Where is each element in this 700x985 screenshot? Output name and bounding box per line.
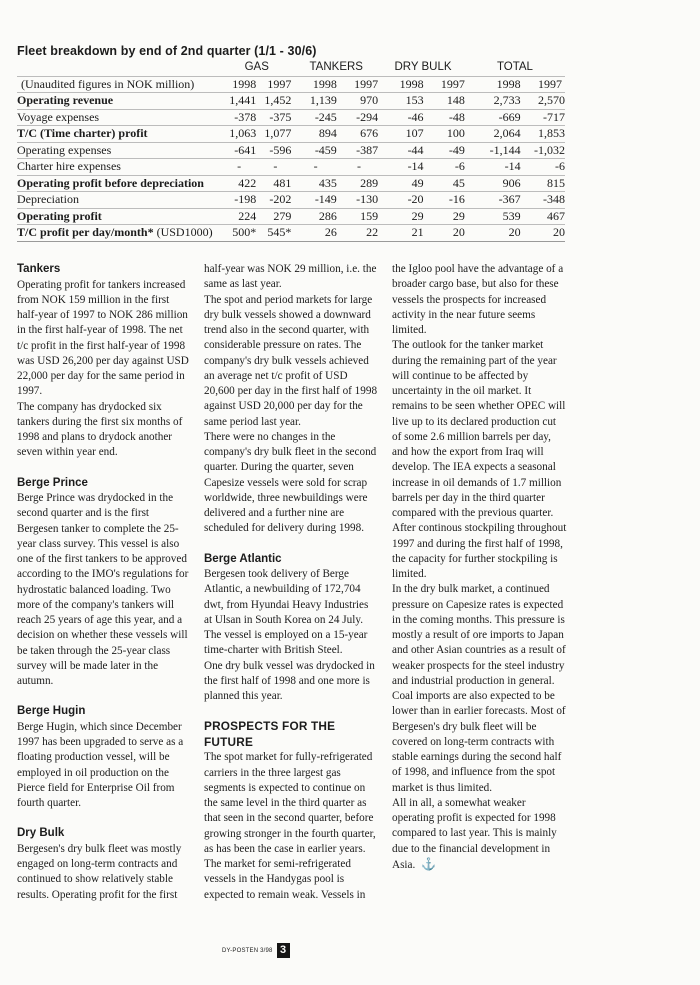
row-label-text: Depreciation xyxy=(17,192,79,206)
table-cell: 894 xyxy=(294,126,339,143)
row-label-text: T/C (Time charter) profit xyxy=(17,126,148,140)
table-cell: -202 xyxy=(259,192,294,209)
table-cell: 815 xyxy=(524,175,565,192)
row-label xyxy=(17,159,222,176)
year-header: 1998 xyxy=(468,76,524,93)
table-cell: 1,853 xyxy=(524,126,565,143)
year-header: 1997 xyxy=(427,76,468,93)
table-cell: -6 xyxy=(524,159,565,176)
table-group-header xyxy=(17,60,565,76)
table-cell: 100 xyxy=(427,126,468,143)
row-label xyxy=(17,93,222,110)
row-label xyxy=(17,208,222,225)
paragraph-text: In the dry bulk market, a continued pressure on Capesize rates is expected in the coming months. This pressure is mostly a result of ore imports to Japan and other Asian countries as a result of weaker prospects for the steel industry and industrial production in general. Coal imports are also expected to be lower than in earlier forecasts. Most of Bergesen's dry bulk fleet will be covered on long-term contracts with stable earnings during the second half of 1998, and influence from the spot market is thus limited. xyxy=(392,583,566,794)
fleet-breakdown-table xyxy=(17,60,565,242)
table-cell: -6 xyxy=(427,159,468,176)
table-cell: 20 xyxy=(468,225,524,242)
paragraph xyxy=(17,278,189,400)
table-years-row xyxy=(17,76,565,93)
year-header: 1998 xyxy=(222,76,259,93)
table-cell: 159 xyxy=(340,208,381,225)
table-row xyxy=(17,93,565,110)
table-cell: 21 xyxy=(381,225,426,242)
paragraph xyxy=(204,567,378,659)
paragraph-text: Operating profit for tankers increased from NOK 159 million in the first half-year of 1997 to NOK 286 million in the first half-year of 1998. The net t/c profit in the first half-year of 1998 was USD 26,200 per day against USD 22,000 per day for the same period in 1997. xyxy=(17,278,189,398)
table-cell: -198 xyxy=(222,192,259,209)
row-label xyxy=(17,109,222,126)
table-cell: -46 xyxy=(381,109,426,126)
paragraph-text: the Igloo pool have the advantage of a broader cargo base, but also for these vessels the prospects for increased activity in the near future seems limited. xyxy=(392,263,564,336)
text-column-1 xyxy=(17,262,189,903)
table-cell: 45 xyxy=(427,175,468,192)
table-cell: -294 xyxy=(340,109,381,126)
table-cell: 26 xyxy=(294,225,339,242)
table-row xyxy=(17,192,565,209)
table-cell: -49 xyxy=(427,142,468,159)
table-row xyxy=(17,225,565,242)
table-cell: -387 xyxy=(340,142,381,159)
group-header: GAS xyxy=(244,61,269,73)
table-cell: 107 xyxy=(381,126,426,143)
table-cell: -130 xyxy=(340,192,381,209)
spacer xyxy=(17,461,189,476)
section-heading: Berge Hugin xyxy=(17,705,86,718)
table-cell: 148 xyxy=(427,93,468,110)
group-header: DRY BULK xyxy=(394,61,452,73)
paragraph-text: There were no changes in the company's dry bulk fleet in the second quarter. During the quarter, seven Capesize vessels were sold for scrap worldwide, three newbuildings were delivered and a further nine are scheduled for delivery during 1998. xyxy=(204,430,377,535)
paragraph-text: Berge Hugin, which since December 1997 has been upgraded to serve as a floating production vessel, will be employed in oil production on the Pierce field for Enterprise Oil from fourth quarter. xyxy=(17,720,184,809)
row-label xyxy=(17,225,222,242)
paragraph-text: The outlook for the tanker market during the remaining part of the year will continue to be affected by uncertainty in the oil market. It remains to be seen whether OPEC will live up to its declared production cut of some 2.6 million barrels per day, and how the export from Iraq will develop. The IEA expects a seasonal increase in oil demands of 1.7 million barrels per day in the third quarter compared with the previous quarter. After continous stockpiling throughout 1997 and during the first half of 1998, the capacity for further stockpiling is limited. xyxy=(392,339,567,580)
table-cell: 20 xyxy=(524,225,565,242)
table-cell: 22 xyxy=(340,225,381,242)
table-cell: 906 xyxy=(468,175,524,192)
table-cell: 467 xyxy=(524,208,565,225)
table-cell: 2,570 xyxy=(524,93,565,110)
anchor-icon: ⚓ xyxy=(421,856,437,871)
row-label-text: Operating expenses xyxy=(17,142,112,157)
row-label xyxy=(17,192,222,209)
paragraph-text: The market for semi-refrigerated vessels in the Handygas pool is expected to remain weak. Vessels in xyxy=(204,858,366,901)
page-number: 3 xyxy=(277,943,290,958)
table-cell: -16 xyxy=(427,192,468,209)
table-cell: 422 xyxy=(222,175,259,192)
text-column-3 xyxy=(392,262,567,873)
paragraph-text: The company has drydocked six tankers during the first six months of 1998 and plans to drydock another seven within year end. xyxy=(17,400,183,459)
table-cell: 500* xyxy=(222,225,259,242)
table-cell: 153 xyxy=(381,93,426,110)
row-label-text: Operating profit before depreciation xyxy=(17,175,204,190)
table-cell: 49 xyxy=(381,175,426,192)
table-cell: -149 xyxy=(294,192,339,209)
table-title: Fleet breakdown by end of 2nd quarter (1/1 - 30/6) xyxy=(17,44,317,58)
table-cell: - xyxy=(259,159,294,176)
row-label xyxy=(17,142,222,159)
table-cell: -596 xyxy=(259,142,294,159)
paragraph-text: All in all, a somewhat weaker operating profit is expected for 1998 compared to last year. This is mainly due to the financial development in Asia. xyxy=(392,796,557,871)
paragraph xyxy=(204,750,378,857)
spacer xyxy=(204,537,378,552)
paragraph xyxy=(392,796,567,873)
paragraph xyxy=(204,659,378,705)
table-cell: 2,733 xyxy=(468,93,524,110)
paragraph xyxy=(392,338,567,582)
table-cell: 1,452 xyxy=(259,93,294,110)
paragraph xyxy=(204,293,378,430)
table-cell: -48 xyxy=(427,109,468,126)
paragraph xyxy=(17,842,189,903)
table-cell: 29 xyxy=(427,208,468,225)
table-cell: - xyxy=(294,159,339,176)
section-heading: Berge Atlantic xyxy=(204,552,282,565)
table-row xyxy=(17,159,565,176)
table-cell: 1,139 xyxy=(294,93,339,110)
table-cell: 20 xyxy=(427,225,468,242)
paragraph xyxy=(17,491,189,689)
table-cell: - xyxy=(340,159,381,176)
row-label-text: Charter hire expenses xyxy=(17,159,121,173)
paragraph xyxy=(392,582,567,796)
paragraph-text: Bergesen took delivery of Berge Atlantic, a newbuilding of 172,704 dwt, from Hyundai Heavy Industries at Ulsan in South Korea on 24 July. The vessel is employed on a 15-year time-charter with British Steel. xyxy=(204,568,369,657)
year-header: 1998 xyxy=(381,76,426,93)
table-cell: -44 xyxy=(381,142,426,159)
table-cell: -378 xyxy=(222,109,259,126)
row-label-suffix: (USD1000) xyxy=(153,225,213,239)
year-header: 1997 xyxy=(340,76,381,93)
table-cell: -717 xyxy=(524,109,565,126)
year-header: 1997 xyxy=(259,76,294,93)
table-cell: -1,032 xyxy=(524,142,565,159)
table-row xyxy=(17,175,565,192)
group-header: TOTAL xyxy=(496,61,533,73)
page-footer xyxy=(222,943,290,958)
row-label-text: Operating revenue xyxy=(17,93,114,107)
section-heading: Berge Prince xyxy=(17,476,88,489)
paragraph-text: The spot and period markets for large dry bulk vessels showed a downward trend also in the second quarter, with considerable pressure on rates. The company's dry bulk vessels achieved an average net t/c profit of USD 20,600 per day in the first half of 1998 against USD 20,000 per day for the same period last year. xyxy=(204,293,378,428)
table-row xyxy=(17,126,565,143)
paragraph-text: Berge Prince was drydocked in the second quarter and is the first Bergesen tanker to complete the 25-year class survey. This vessel is also one of the first tankers to be approved according to the IMO's regulations for hydrostatic balanced loading. Two more of the company's tankers will reach 25 years of age this year, and a decision on whether these vessels will be taken through the 25-year class survey will be made later in the autumn. xyxy=(17,492,189,687)
paragraph xyxy=(17,400,189,461)
group-header: TANKERS xyxy=(309,61,363,73)
paragraph-text: Bergesen's dry bulk fleet was mostly engaged on long-term contracts and continued to show relatively stable results. Operating profit for the first xyxy=(17,842,182,901)
units-label: (Unaudited figures in NOK million) xyxy=(17,76,222,93)
row-label xyxy=(17,126,222,143)
paragraph xyxy=(17,720,189,812)
row-label xyxy=(17,175,222,192)
table-row xyxy=(17,142,565,159)
row-label-text: Operating profit xyxy=(17,208,102,223)
table-cell: -367 xyxy=(468,192,524,209)
section-heading: PROSPECTS FOR THE FUTURE xyxy=(204,719,336,749)
table-cell: -20 xyxy=(381,192,426,209)
table-cell: - xyxy=(222,159,259,176)
paragraph-text: One dry bulk vessel was drydocked in the first half of 1998 and one more is planned this year. xyxy=(204,659,375,702)
table-cell: -1,144 xyxy=(468,142,524,159)
row-label-text: T/C profit per day/month* xyxy=(17,225,154,239)
spacer xyxy=(204,704,378,719)
table-row xyxy=(17,109,565,126)
table-cell: -348 xyxy=(524,192,565,209)
table-cell: -375 xyxy=(259,109,294,126)
table-cell: 1,441 xyxy=(222,93,259,110)
row-label-text: Voyage expenses xyxy=(17,109,100,124)
table-cell: 2,064 xyxy=(468,126,524,143)
table-cell: -14 xyxy=(468,159,524,176)
table-row xyxy=(17,208,565,225)
publication-name: DY-POSTEN 3/98 xyxy=(222,947,273,954)
paragraph xyxy=(204,262,378,293)
table-cell: -641 xyxy=(222,142,259,159)
table-cell: 224 xyxy=(222,208,259,225)
table-cell: 1,063 xyxy=(222,126,259,143)
paragraph-text: The spot market for fully-refrigerated carriers in the three largest gas segments is expected to continue on the same level in the third quarter as that seen in the second quarter, before growing stronger in the fourth quarter, as has been the case in earlier years. xyxy=(204,751,376,855)
paragraph xyxy=(392,262,567,338)
table-cell: 435 xyxy=(294,175,339,192)
spacer xyxy=(17,689,189,704)
section-heading: Dry Bulk xyxy=(17,827,65,840)
table-cell: 1,077 xyxy=(259,126,294,143)
section-heading: Tankers xyxy=(17,263,61,275)
text-column-2 xyxy=(204,262,378,903)
table-cell: 545* xyxy=(259,225,294,242)
spacer xyxy=(17,811,189,826)
year-header: 1998 xyxy=(294,76,339,93)
table-cell: 279 xyxy=(259,208,294,225)
table-cell: 539 xyxy=(468,208,524,225)
table-cell: -459 xyxy=(294,142,339,159)
table-cell: 481 xyxy=(259,175,294,192)
table-cell: 676 xyxy=(340,126,381,143)
paragraph-text: half-year was NOK 29 million, i.e. the same as last year. xyxy=(204,263,377,291)
table-cell: 29 xyxy=(381,208,426,225)
table-cell: -669 xyxy=(468,109,524,126)
year-header: 1997 xyxy=(524,76,565,93)
table-cell: 286 xyxy=(294,208,339,225)
table-cell: 970 xyxy=(340,93,381,110)
table-cell: -245 xyxy=(294,109,339,126)
paragraph xyxy=(204,430,378,537)
table-cell: -14 xyxy=(381,159,426,176)
table-cell: 289 xyxy=(340,175,381,192)
paragraph xyxy=(204,857,378,903)
